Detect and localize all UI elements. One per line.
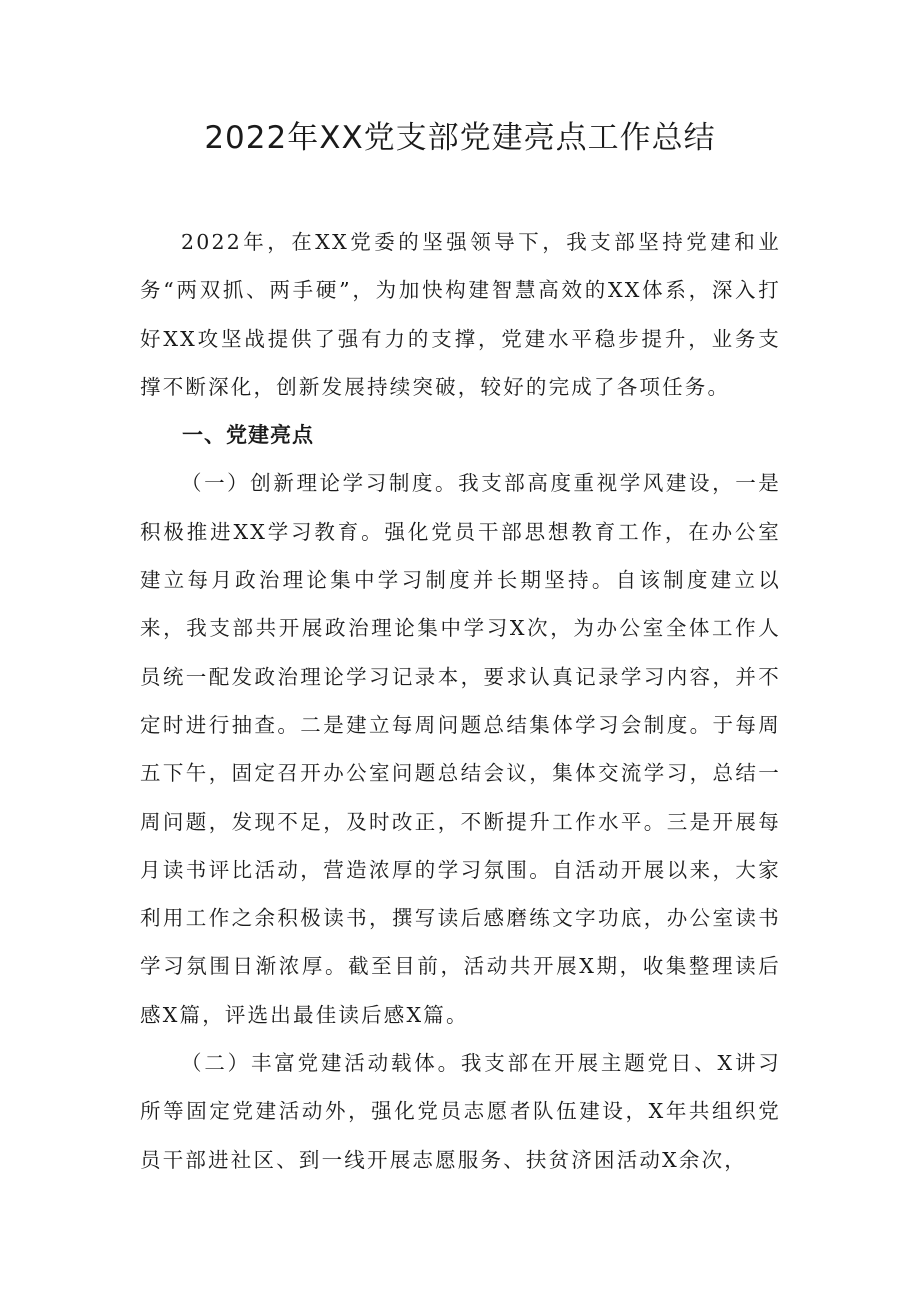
section-heading: 一、党建亮点: [182, 423, 314, 448]
intro-paragraph: 2022年，在XX党委的坚强领导下，我支部坚持党建和业务“两双抓、两手硬”，为加快构建智慧高效的XX体系，深入打好XX攻坚战提供了强有力的支撑，党建水平稳步提升，业务支撑不断深化，创新发展持续突破，较好的完成了各项任务。: [140, 230, 781, 399]
document-body: [140, 218, 781, 1184]
document-title: 2022年XX党支部党建亮点工作总结: [204, 120, 716, 156]
section-paragraph: （一）创新理论学习制度。我支部高度重视学风建设，一是积极推进XX学习教育。强化党员干部思想教育工作，在办公室建立每月政治理论集中学习制度并长期坚持。自该制度建立以来，我支部共开展政治理论集中学习X次，为办公室全体工作人员统一配发政治理论学习记录本，要求认真记录学习内容，并不定时进行抽查。二是建立每周问题总结集体学习会制度。于每周五下午，固定召开办公室问题总结会议，集体交流学习，总结一周问题，发现不足，及时改正，不断提升工作水平。三是开展每月读书评比活动，营造浓厚的学习氛围。自活动开展以来，大家利用工作之余积极读书，撰写读后感磨练文字功底，办公室读书学习氛围日渐浓厚。截至目前，活动共开展X期，收集整理读后感X篇，评选出最佳读后感X篇。: [140, 471, 781, 1027]
section-paragraph: （二）丰富党建活动载体。我支部在开展主题党日、X讲习所等固定党建活动外，强化党员志愿者队伍建设，X年共组织党员干部进社区、到一线开展志愿服务、扶贫济困活动X余次，: [140, 1051, 781, 1172]
